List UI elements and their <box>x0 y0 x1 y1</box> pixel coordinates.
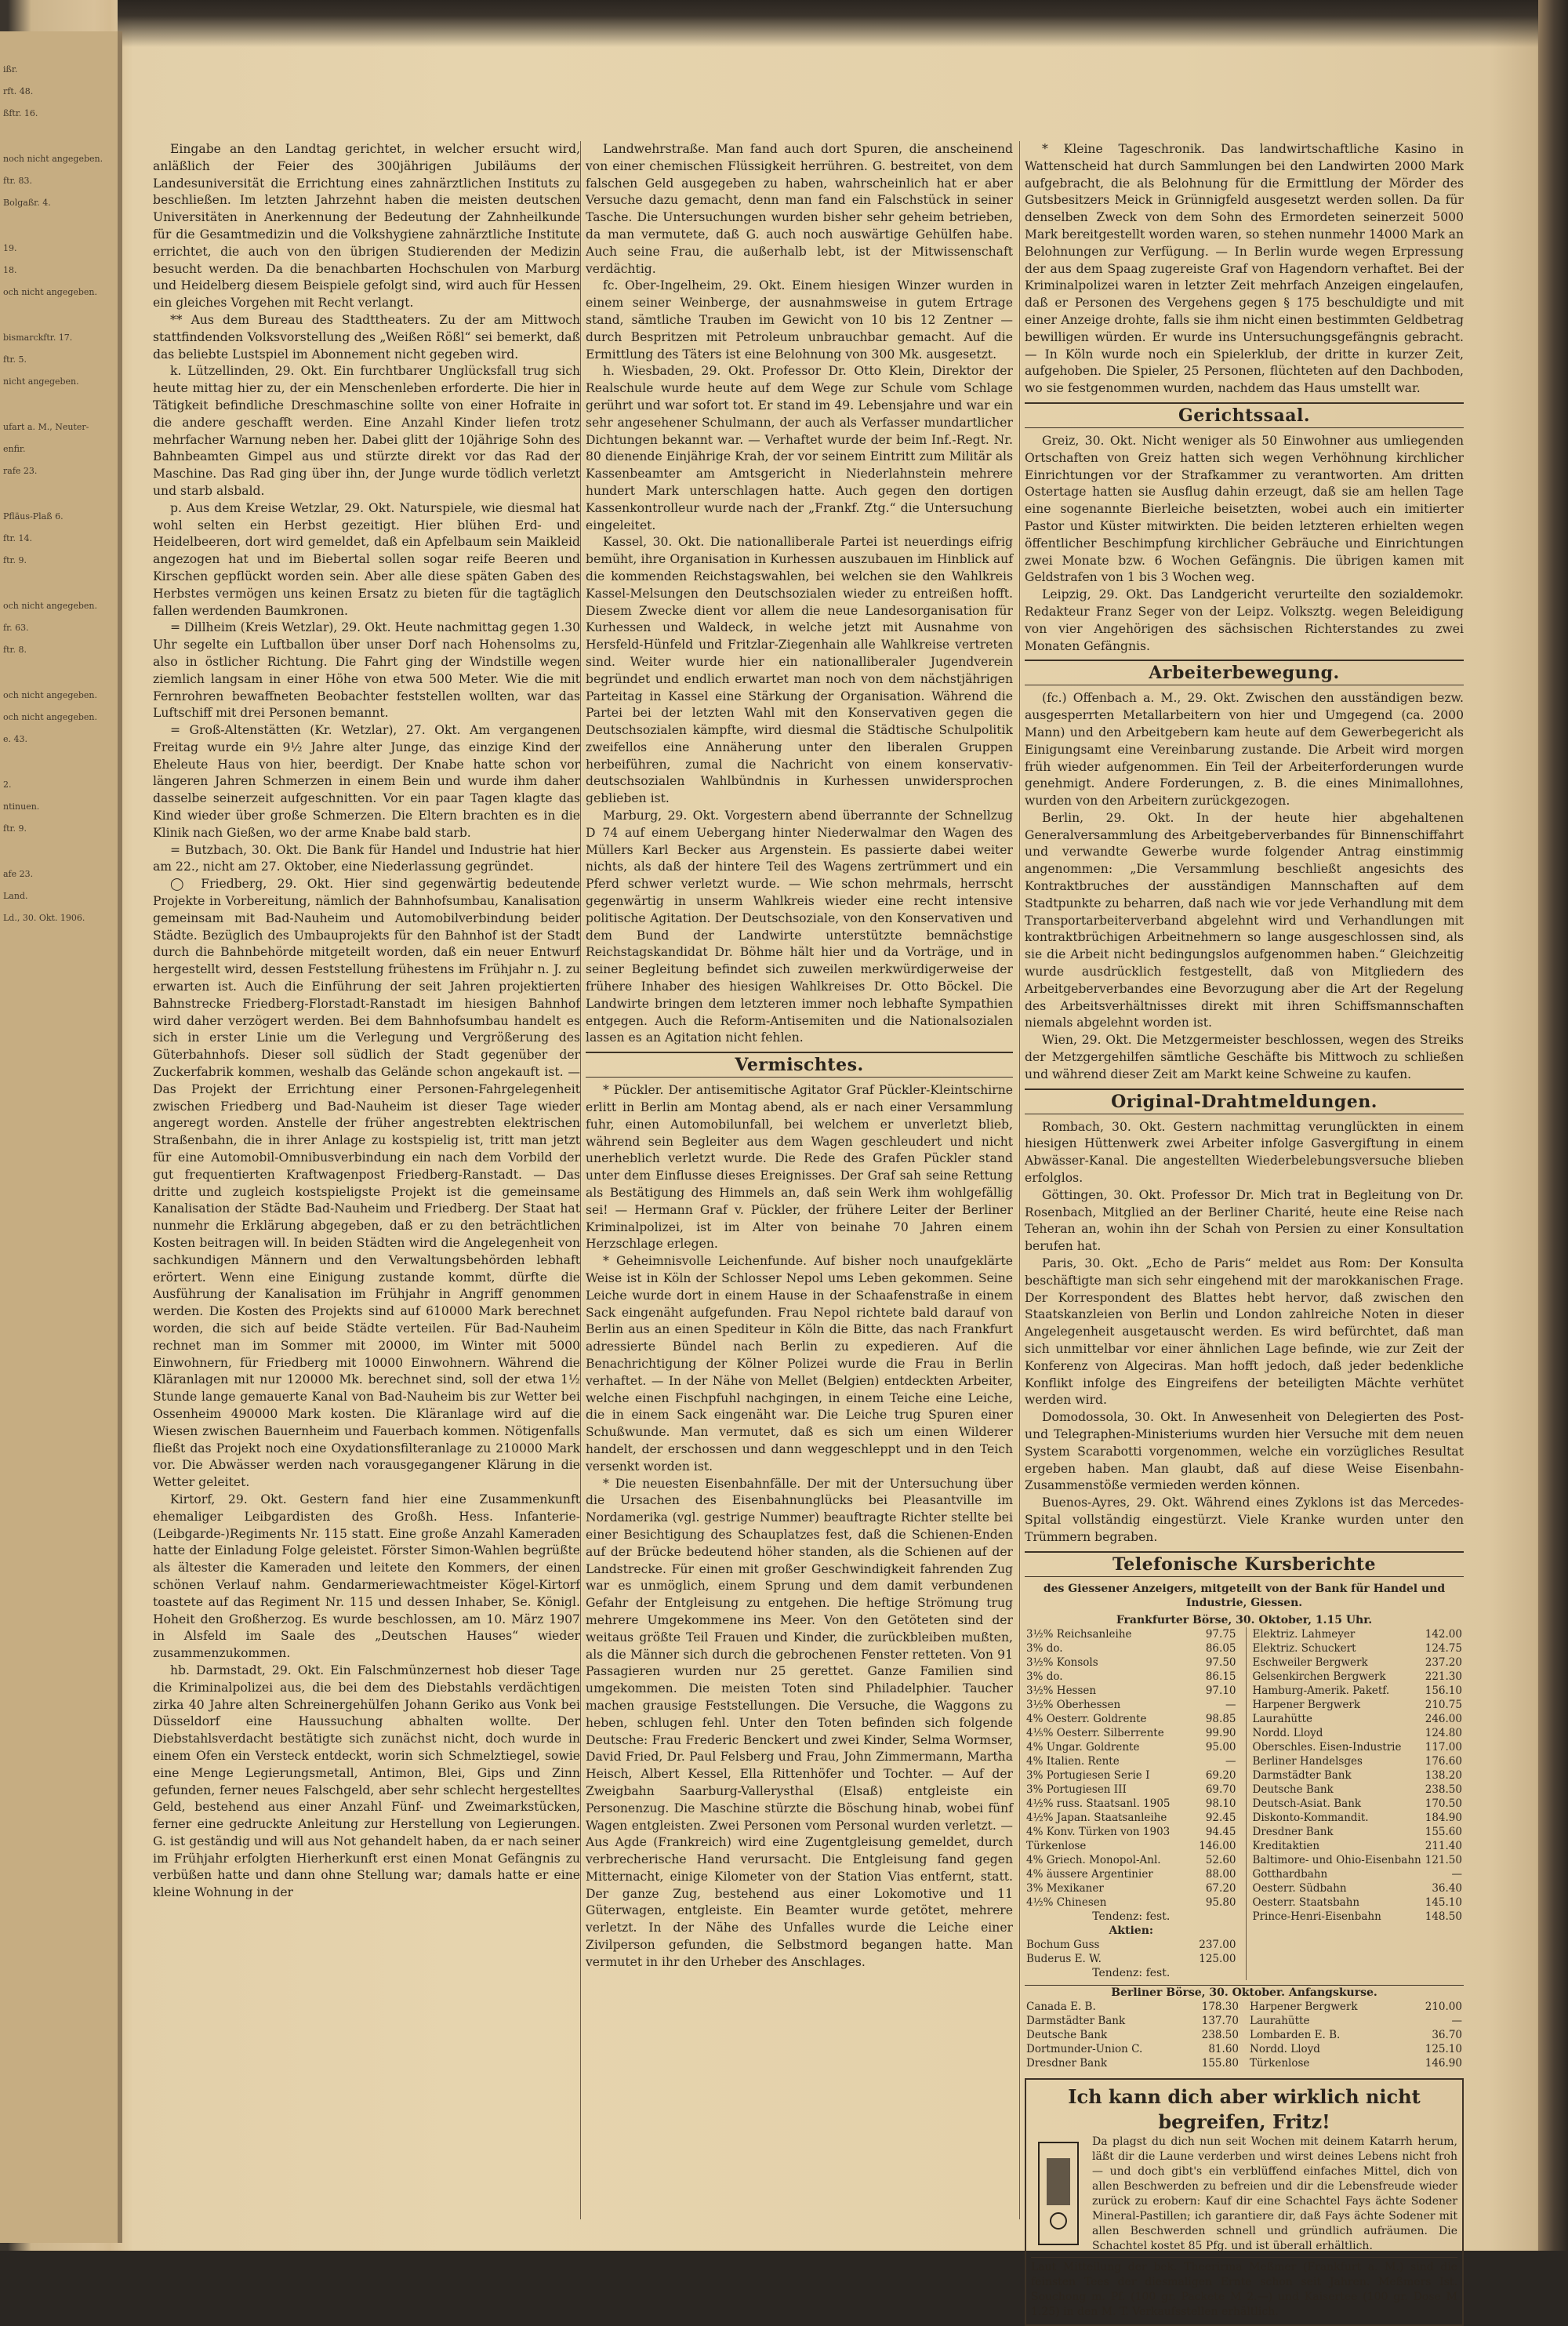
quote-value: — <box>1451 2014 1462 2027</box>
article-paragraph: Greiz, 30. Okt. Nicht weniger als 50 Einwohner aus umliegenden Ortschaften von Greiz hatten sich wegen Verhöhnung kirchlicher Einrichtungen vor der Strafkammer zu verantworten. Am dritten Ostertage hatten sie Ausflug dahin erzeugt, daß sie am hellen Tage eine sogenannte Bierleiche beisetzten, wobei auch ein imitierter Pastor und Küster mitwirkten. Die beiden letzteren erhielten wegen öffentlicher Beschimpfung kirchlicher Gebräuche und Einrichtungen zwei Monate bzw. 6 Wochen Gefängnis. Die übrigen kamen mit Geldstrafen von 1 bis 3 Wochen weg. <box>1025 433 1464 585</box>
quote-value: 99.90 <box>1205 1726 1236 1739</box>
left-page-text-fragment: ftr. 9. <box>3 823 27 834</box>
quote-value: 138.20 <box>1425 1768 1462 1782</box>
quote-name: Deutsche Bank <box>1252 1783 1334 1796</box>
quote-row <box>1025 1670 1238 1684</box>
left-page-text-fragment: ftr. 83. <box>3 176 33 186</box>
quote-name: 4% Griech. Monopol-Anl. <box>1026 1853 1161 1866</box>
quote-row <box>1251 1627 1465 1641</box>
quote-value: 146.00 <box>1199 1839 1236 1852</box>
quote-row <box>1025 1627 1238 1641</box>
quote-value: 97.10 <box>1205 1684 1236 1697</box>
quote-row <box>1251 1768 1465 1783</box>
quote-name: Laurahütte <box>1252 1712 1312 1725</box>
quote-value: 69.70 <box>1205 1783 1236 1796</box>
quote-row <box>1025 1938 1238 1952</box>
left-page-text-fragment: ftr. 14. <box>3 533 33 543</box>
article-paragraph: Wien, 29. Okt. Die Metzgermeister beschlossen, wegen des Streiks der Metzgergehilfen sämtliche Geschäfte bis Mittwoch zu schließen und während dieser Zeit am Markt keine Schweine zu kaufen. <box>1025 1033 1464 1081</box>
quote-name: Oesterr. Südbahn <box>1252 1881 1347 1895</box>
quote-value: — <box>1225 1698 1236 1711</box>
left-page-text-fragment: 18. <box>3 265 17 275</box>
column-2 <box>586 141 1013 2219</box>
quote-name: Prince-Henri-Eisenbahn <box>1252 1910 1381 1923</box>
article-paragraph: Kirtorf, 29. Okt. Gestern fand hier eine Zusammenkunft ehemaliger Leibgardisten des Großh. Hess. Infanterie-(Leibgarde-)Regiments Nr. 115 statt. Eine große Anzahl Kameraden hatte der Einladung Folge geleistet. Förster Simon-Wahlen begrüßte als ältester die Kameraden und leitete den Kommers, der einen schönen Verlauf nahm. Gendarmeriewachtmeister Kögel-Kirtorf toastete auf das Regiment Nr. 115 und dessen Inhaber, Se. Königl. Hoheit den Großherzog. Es wurde beschlossen, am 10. März 1907 in Alsfeld im Saale des „Deutschen Hauses“ wieder zusammenzukommen. <box>153 1492 580 1661</box>
frankfurt-quotes-left <box>1025 1627 1238 1910</box>
article-paragraph: h. Wiesbaden, 29. Okt. Professor Dr. Otto Klein, Direktor der Realschule wurde heute auf dem Wege zur Schule vom Schlage gerührt und war sofort tot. Er stand im 49. Lebensjahre und war ein sehr angesehener Schulmann, der auch als Verfasser mundartlicher Dichtungen bekannt war. — Verhaftet wurde der beim Inf.-Regt. Nr. 80 dienende Einjährige Krah, der vor seinem Eintritt zum Militär als Kassenbeamter am Amtsgericht in Niederlahnstein mehrere hundert Mark unterschlagen hatte. Auch gegen den dortigen Kassenkontrolleur wurde nach der „Frankf. Ztg.“ die Untersuchung eingeleitet. <box>586 364 1013 532</box>
quote-row <box>1251 1670 1465 1684</box>
quote-row <box>1251 1881 1465 1895</box>
quote-value: 155.80 <box>1201 2056 1239 2070</box>
left-page-text-fragment: och nicht angegeben. <box>3 712 98 722</box>
quote-name: Türkenlose <box>1026 1839 1087 1852</box>
quote-row <box>1251 1811 1465 1825</box>
quote-name: Deutsche Bank <box>1026 2028 1108 2041</box>
quote-row <box>1251 1839 1465 1853</box>
article-paragraph: Göttingen, 30. Okt. Professor Dr. Mich trat in Begleitung von Dr. Rosenbach, Mitglied an der Berliner Charité, heute eine Reise nach Teheran an, wohin ihn der Schah von Persien zu einer Konsultation berufen hat. <box>1025 1187 1464 1254</box>
quote-name: 4½% Chinesen <box>1026 1895 1107 1909</box>
quote-name: 3% do. <box>1026 1670 1063 1683</box>
section-heading-drahtmeldungen: Original-Drahtmeldungen. <box>1025 1088 1464 1114</box>
ad-body: Da plagst du dich nun seit Wochen mit deinem Katarrh herum, läßt dir die Laune verderben und wirst deines Lebens nicht froh — und doch gibt's ein verblüffend einfaches Mittel, dich von allen Beschwerden zu befreien und dir die Lebensfreude wieder zurück zu erobern: Kauf dir eine Schachtel Fays ächte Sodener Mineral-Pastillen; ich garantiere dir, daß Fays ächte Sodener mit allen Beschwerden schnell und gründlich aufräumen. Die Schachtel kostet 85 Pfg. und ist überall erhältlich. <box>1092 2135 1457 2252</box>
quote-value: — <box>1225 1754 1236 1768</box>
quote-row <box>1251 1853 1465 1867</box>
quote-name: 3% Mexikaner <box>1026 1881 1104 1895</box>
quote-row <box>1248 2014 1464 2028</box>
article-paragraph: = Dillheim (Kreis Wetzlar), 29. Okt. Heute nachmittag gegen 1.30 Uhr segelte ein Luftballon über unser Dorf nach Hohensolms zu, also in östlicher Richtung. Die Fahrt ging der Windstille wegen ziemlich langsam in einer Höhe von etwa 500 Meter. Wie die mit Fernrohren bewaffneten Beobachter feststellen wollten, war das Luftschiff mit drei Personen bemannt. <box>153 620 580 721</box>
frankfurt-exchange-title: Frankfurter Börse, 30. Oktober, 1.15 Uhr. <box>1116 1613 1373 1626</box>
quote-name: Deutsch-Asiat. Bank <box>1252 1797 1362 1810</box>
quote-row <box>1251 1641 1465 1655</box>
quote-name: 4% Ungar. Goldrente <box>1026 1740 1140 1754</box>
quote-name: Dresdner Bank <box>1026 2056 1108 2070</box>
quote-name: Nordd. Lloyd <box>1250 2042 1320 2055</box>
article-paragraph: = Butzbach, 30. Okt. Die Bank für Handel und Industrie hat hier am 22., nicht am 27. Oktober, eine Niederlassung gegründet. <box>153 842 580 874</box>
quote-value: 148.50 <box>1425 1910 1462 1923</box>
quote-name: Eschweiler Bergwerk <box>1252 1655 1368 1669</box>
left-page-text-fragment: rafe 23. <box>3 466 38 476</box>
top-shadow <box>118 0 1568 47</box>
quote-row <box>1025 1783 1238 1797</box>
quote-row <box>1248 2000 1464 2014</box>
left-page-text-fragment: ufart a. M., Neuter- <box>3 422 89 432</box>
quote-value: 97.75 <box>1205 1627 1236 1641</box>
quote-value: 97.50 <box>1205 1655 1236 1669</box>
quote-row <box>1251 1698 1465 1712</box>
article-paragraph: k. Lützellinden, 29. Okt. Ein furchtbarer Unglücksfall trug sich heute mittag hier zu, der ein Menschenleben erforderte. Die hier in Tätigkeit befindliche Dreschmaschine sollte von einer Hofraite in die andere geschafft werden. Eine Anzahl Kinder liefen trotz mehrfacher Warnung neben her. Dabei glitt der 10jährige Sohn des Bahnbeamten Gimpel aus und stürzte direkt vor das Rad der Maschine. Das Rad ging über ihn, der Junge wurde tödlich verletzt und starb alsbald. <box>153 364 580 498</box>
quote-row <box>1025 1698 1238 1712</box>
section-heading-arbeiterbewegung: Arbeiterbewegung. <box>1025 660 1464 685</box>
quote-value: 98.10 <box>1205 1797 1236 1810</box>
quote-row <box>1025 1825 1238 1839</box>
quote-value: 88.00 <box>1205 1867 1236 1881</box>
article-paragraph: Kassel, 30. Okt. Die nationalliberale Partei ist neuerdings eifrig bemüht, ihre Organisation in Kurhessen auszubauen im Hinblick auf die kommenden Reichstagswahlen, bei welchen sie den Wahlkreis Kassel-Melsungen den Deutschsozialen wieder zu entreißen hofft. Diesem Zwecke dient vor allem die neue Landesorganisation für Kurhessen und Waldeck, in welche jetzt mit Ausnahme von Hersfeld-Hünfeld und Fritzlar-Ziegenhain alle Wahlkreise vertreten sind. Weiter wurde hier ein nationalliberaler Jugendverein begründet und endlich erwartet man noch von dem nächstjährigen Parteitag in Kassel eine Stärkung der Organisation. Während die Partei bei der letzten Wahl mit den Konservativen gegen die Deutschsozialen kämpfte, wird diesmal die Städtische Schulpolitik zweifellos eine Annäherung unter den liberalen Gruppen herbeiführen, zumal die Nachricht von einem konservativ-deutschsozialen Wahlbündnis in Kurhessen unwidersprochen geblieben ist. <box>586 535 1013 806</box>
advertisement <box>1025 2078 1464 2326</box>
quote-name: Harpener Bergwerk <box>1250 2000 1358 2013</box>
column-rule-2 <box>1019 141 1020 2219</box>
article-paragraph: Rombach, 30. Okt. Gestern nachmittag verunglückten in einem hiesigen Hüttenwerk zwei Arbeiter infolge Gasvergiftung in einem Abwässer-Kanal. Die angestellten Wiederbelebungsversuche blieben erfolglos. <box>1025 1119 1464 1186</box>
left-page-text-fragment: 19. <box>3 243 17 253</box>
quote-value: 184.90 <box>1425 1811 1462 1824</box>
article-paragraph: Landwehrstraße. Man fand auch dort Spuren, die anscheinend von einer chemischen Flüssigkeit herrühren. G. bestreitet, von dem falschen Geld ausgegeben zu haben, wahrscheinlich hat er aber Versuche dazu gemacht, denn man fand ein Falschstück in seiner Tasche. Die Untersuchungen wurden bisher sehr geheim betrieben, da man vermutete, daß G. auch noch auswärtige Gehülfen habe. Auch seine Frau, die außerhalb lebt, ist der Mitwissenschaft verdächtig. <box>586 142 1013 276</box>
left-page-text-fragment: ftr. 8. <box>3 645 27 655</box>
quote-name: 4% äussere Argentinier <box>1026 1867 1153 1881</box>
quote-value: 238.50 <box>1425 1783 1462 1796</box>
left-page-text-fragment: e. 43. <box>3 734 27 744</box>
quote-row <box>1251 1712 1465 1726</box>
quote-value: 210.75 <box>1425 1698 1462 1711</box>
quote-name: Bochum Guss <box>1026 1938 1100 1951</box>
quote-value: 210.00 <box>1425 2000 1462 2013</box>
quote-value: 67.20 <box>1205 1881 1236 1895</box>
quote-name: Harpener Bergwerk <box>1252 1698 1361 1711</box>
quote-value: 142.00 <box>1425 1627 1462 1641</box>
article-paragraph: * Pückler. Der antisemitische Agitator Graf Pückler-Kleintschirne erlitt in Berlin am Montag abend, als er nach einer Versammlung fuhr, einen Automobilunfall, bei welchem er unverletzt blieb, während sein Begleiter aus dem Wagen geschleudert und nicht unerheblich verletzt wurde. Die Rede des Grafen Pückler stand unter dem Einflusse dieses Ereignisses. Der Graf sah seine Rettung als Bestätigung des Himmels an, daß sein Werk ihm wohlgefällig sei! — Hermann Graf v. Pückler, der frühere Leiter der Berliner Kriminalpolizei, ist im Alter von beinahe 70 Jahren einem Herzschlage erlegen. <box>586 1083 1013 1252</box>
article-paragraph: * Geheimnisvolle Leichenfunde. Auf bisher noch unaufgeklärte Weise ist in Köln der Schlosser Nepol ums Leben gekommen. Seine Leiche wurde dort in einem Hause in der Schaafenstraße in einem Sack eingenäht aufgefunden. Frau Nepol richtete bald darauf von Berlin aus an einen Spediteur in Köln die Bitte, das nach Frankfurt adressierte Bündel nach Berlin zu expedieren. Auf die Benachrichtigung der Kölner Polizei wurde die Frau in Berlin verhaftet. — In der Nähe von Mellet (Belgien) entdeckten Arbeiter, welche einen Fischpfuhl nachgingen, in einem Teiche eine Leiche, die in einem Sack eingenäht war. Die Leiche trug Spuren einer Schußwunde. Man vermutet, daß es sich um einen Wilderer handelt, der erschossen und dann weggeschleppt und in den Teich versenkt worden ist. <box>586 1254 1013 1474</box>
quote-value: 121.50 <box>1425 1853 1462 1866</box>
left-page-text-fragment: och nicht angegeben. <box>3 601 98 611</box>
quote-value: 36.70 <box>1432 2028 1462 2041</box>
quote-value: 95.80 <box>1205 1895 1236 1909</box>
quote-name: Dresdner Bank <box>1252 1825 1334 1838</box>
quote-row <box>1025 1881 1238 1895</box>
section-heading-gerichtssaal: Gerichtssaal. <box>1025 402 1464 428</box>
quote-name: Elektriz. Lahmeyer <box>1252 1627 1356 1641</box>
quote-name: 3½% Hessen <box>1026 1684 1097 1697</box>
quote-value: 246.00 <box>1425 1712 1462 1725</box>
quote-value: 176.60 <box>1425 1754 1462 1768</box>
left-page-text-fragment: ntinuen. <box>3 801 40 812</box>
left-page-text-fragment: 2. <box>3 780 12 790</box>
quote-row <box>1025 1895 1238 1910</box>
quote-name: Baltimore- und Ohio-Eisenbahn <box>1252 1853 1421 1866</box>
quote-name: 4% Italien. Rente <box>1026 1754 1120 1768</box>
quote-row <box>1248 2042 1464 2056</box>
quote-name: 3½% Konsols <box>1026 1655 1098 1669</box>
quote-name: 3% Portugiesen Serie I <box>1026 1768 1150 1782</box>
quote-value: 124.75 <box>1425 1641 1462 1655</box>
quote-row <box>1251 1825 1465 1839</box>
quote-value: 98.85 <box>1205 1712 1236 1725</box>
left-page-text-fragment: fr. 63. <box>3 623 29 633</box>
article-paragraph: ** Aus dem Bureau des Stadttheaters. Zu der am Mittwoch stattfindenden Volksvorstellung des „Weißen Rößl“ sei bemerkt, daß das beliebte Lustspiel im Abonnement nicht gegeben wird. <box>153 312 580 362</box>
stock-quotes-heading: Telefonische Kursberichte <box>1025 1551 1464 1577</box>
quote-name: Dortmunder-Union C. <box>1026 2042 1143 2055</box>
quote-row <box>1025 1952 1238 1966</box>
left-page-text-fragment: ißr. <box>3 64 18 75</box>
quote-row <box>1251 1895 1465 1910</box>
quote-name: 3½% Reichsanleihe <box>1026 1627 1132 1641</box>
quote-value: 92.45 <box>1205 1811 1236 1824</box>
quote-name: Hamburg-Amerik. Paketf. <box>1252 1684 1390 1697</box>
quote-name: Laurahütte <box>1250 2014 1310 2027</box>
quote-row <box>1025 1853 1238 1867</box>
quote-name: 3% Portugiesen III <box>1026 1783 1127 1796</box>
quote-value: 137.70 <box>1201 2014 1239 2027</box>
quote-row <box>1025 1797 1238 1811</box>
quote-row <box>1025 1712 1238 1726</box>
berlin-quotes-right <box>1248 2000 1464 2070</box>
left-page-text-fragment: och nicht angegeben. <box>3 690 98 700</box>
quote-name: Diskonto-Kommandit. <box>1252 1811 1369 1824</box>
column-rule-1 <box>580 141 581 2219</box>
left-page-fragment <box>0 31 122 2243</box>
quote-name: Darmstädter Bank <box>1026 2014 1126 2027</box>
left-page-text-fragment: ftr. 9. <box>3 555 27 565</box>
left-page-text-fragment: afe 23. <box>3 869 34 879</box>
quote-name: 4½% Japan. Staatsanleihe <box>1026 1811 1167 1824</box>
left-page-text-fragment: enfir. <box>3 444 26 454</box>
quote-value: 86.05 <box>1205 1641 1236 1655</box>
left-page-text-fragment: noch nicht angegeben. <box>3 154 103 164</box>
article-paragraph: ◯ Friedberg, 29. Okt. Hier sind gegenwärtig bedeutende Projekte in Vorbereitung, nämlich der Bahnhofsumbau, Kanalisation gemeinsam mit Bad-Nauheim und Automobilverbindung beider Städte. Bezüglich des Umbauprojekts für den Bahnhof ist der Stadt durch die Bahnbehörde mitgeteilt worden, daß ein neuer Entwurf hergestellt wird, dessen Feststellung frühestens im Frühjahr n. J. zu erwarten ist. Auch die Einführung der seit Jahren projektierten Bahnstrecke Friedberg-Florstadt-Ranstadt im hiesigen Bahnhof wird daher verzögert werden. Bei dem Bahnhofsumbau handelt es sich in erster Linie um die Verlegung und Vergrößerung des Güterbahnhofs. Dieser soll südlich der Stadt gegenüber der Zuckerfabrik kommen, weshalb das Gelände schon angekauft ist. — Das Projekt der Errichtung einer Personen-Fahrgelegenheit zwischen Friedberg und Bad-Nauheim ist dieser Tage wieder angeregt worden. Anstelle der früher angestrebten elektrischen Straßenbahn, die in ihrer Anlage zu kostspielig ist, tritt man jetzt für eine Automobil-Omnibusverbindung ein nach dem Vorbild der gut frequentierten Kraftwagenpost Friedberg-Ranstadt. — Das dritte und zugleich kostspieligste Projekt ist die gemeinsame Kanalisation der Städte Bad-Nauheim und Friedberg. Der Staat hat nunmehr die Erklärung abgegeben, daß er zu den beträchtlichen Kosten beitragen will. In beiden Städten wird die Angelegenheit von sachkundigen Männern und den Verwaltungsbehörden lebhaft erörtert. Wenn eine Einigung zustande kommt, dürfte die Ausführung der Kanalisation im Frühjahr in Angriff genommen werden. Die Kosten des Projekts sind auf 610000 Mark berechnet worden, die sich auf beide Städte verteilen. Für Bad-Nauheim rechnet man im Sommer mit 20000, im Winter mit 5000 Einwohnern, für Friedberg mit 10000 Einwohnern. Während die Kläranlagen mit nur 120000 Mk. berechnet sind, soll der etwa 1½ Stunde lange gemauerte Kanal von Bad-Nauheim bis zur Wetter bei Ossenheim 490000 Mark kosten. Die Kläranlage wird auf die Wiesen zwischen Bauernheim und Fauerbach kommen. Nötigenfalls fließt das Projekt noch eine Oxydationsfilteranlage zu 210000 Mark vor. Die Abwässer werden nach vorausgegangener Klärung in die Wetter geleitet. <box>153 877 580 1490</box>
quote-row <box>1248 2028 1464 2042</box>
newspaper-page <box>137 86 1525 2318</box>
quote-name: Kreditaktien <box>1252 1839 1320 1852</box>
quote-row <box>1025 1754 1238 1768</box>
quote-name: Gelsenkirchen Bergwerk <box>1252 1670 1386 1683</box>
article-paragraph: = Groß-Altenstätten (Kr. Wetzlar), 27. Okt. Am vergangenen Freitag wurde ein 9½ Jahre alter Junge, das einzige Kind der Eheleute Haus von hier, beerdigt. Der Knabe hatte schon vor längeren Jahren Schmerzen in einem Bein und wurde ihm daher dasselbe seinerzeit aufgeschnitten. Vor ein paar Tagen klagte das Kind wieder über große Schmerzen. Die Eltern brachten es in die Klinik nach Gießen, wo der arme Knabe bald starb. <box>153 723 580 840</box>
article-paragraph: fc. Ober-Ingelheim, 29. Okt. Einem hiesigen Winzer wurden in einem seiner Weinberge, der ausnahmsweise in gutem Ertrage stand, sämtliche Trauben im Gewicht von 10 bis 12 Zentner — durch Bespritzen mit Petroleum unbrauchbar gemacht. Auf die Ermittlung des Täters ist eine Belohnung von 300 Mk. ausgesetzt. <box>586 278 1013 362</box>
left-page-text-fragment: Land. <box>3 891 28 901</box>
quote-name: Canada E. B. <box>1026 2000 1096 2013</box>
quote-row <box>1025 1867 1238 1881</box>
quote-row <box>1025 2056 1240 2070</box>
quote-name: Elektriz. Schuckert <box>1252 1641 1356 1655</box>
quote-name: Lombarden E. B. <box>1250 2028 1341 2041</box>
quote-row <box>1025 1684 1238 1698</box>
tendenz-label-2: Tendenz: fest. <box>1092 1966 1171 1979</box>
quote-name: Buderus E. W. <box>1026 1952 1102 1965</box>
quote-row <box>1025 1655 1238 1670</box>
quote-name: Türkenlose <box>1250 2056 1310 2070</box>
article-paragraph: Marburg, 29. Okt. Vorgestern abend überrannte der Schnellzug D 74 auf einem Uebergang hinter Niederwalmar den Wagen des Müllers Karl Becker aus Argenstein. Es passierte dabei weiter nichts, als daß der hintere Teil des Wagens zertrümmert und ein Pferd schwer verletzt wurde. — Wie schon mehrmals, herrscht gegenwärtig in unserm Wahlkreis wieder eine recht intensive politische Agitation. Der Deutschsoziale, von den Konservativen und dem Bund der Landwirte unterstützte bemnächstige Reichstagskandidat Dr. Böhme hält hier und da Vorträge, und in seiner Begleitung befindet sich zuweilen merkwürdigerweise der frühere Inhaber des hiesigen Wahlkreises Dr. Otto Böckel. Die Landwirte bringen dem letzteren immer noch lebhafte Sympathien entgegen. Auch die Reform-Antisemiten und die Nationalsozialen lassen es an Agitation nicht fehlen. <box>586 809 1013 1045</box>
quote-name: 3½% Oberhessen <box>1026 1698 1121 1711</box>
ad-pastille-box-icon <box>1031 2135 1086 2252</box>
quote-value: 36.40 <box>1432 1881 1462 1895</box>
quote-row <box>1025 1768 1238 1783</box>
column-3 <box>1025 141 1464 2318</box>
quote-name: Oesterr. Staatsbahn <box>1252 1895 1360 1909</box>
quote-name: Nordd. Lloyd <box>1252 1726 1323 1739</box>
quote-row <box>1025 2028 1240 2042</box>
quote-value: 69.20 <box>1205 1768 1236 1782</box>
quote-value: 124.80 <box>1425 1726 1462 1739</box>
article-paragraph: Buenos-Ayres, 29. Okt. Während eines Zyklons ist das Mercedes-Spital vollständig eingestürzt. Viele Kranke wurden unter den Trümmern begraben. <box>1025 1496 1464 1544</box>
quote-name: 4% Oesterr. Goldrente <box>1026 1712 1147 1725</box>
quote-row <box>1251 1740 1465 1754</box>
quote-name: 4% Konv. Türken von 1903 <box>1026 1825 1171 1838</box>
left-page-text-fragment: ßftr. 16. <box>3 108 38 118</box>
quote-value: 238.50 <box>1201 2028 1239 2041</box>
quote-name: 4½% russ. Staatsanl. 1905 <box>1026 1797 1171 1810</box>
quote-value: 237.20 <box>1425 1655 1462 1669</box>
quote-name: Berliner Handelsges <box>1252 1754 1363 1768</box>
left-page-text-fragment: rft. 48. <box>3 86 34 96</box>
quote-value: 221.30 <box>1425 1670 1462 1683</box>
quote-row <box>1025 2000 1240 2014</box>
berlin-exchange-title: Berliner Börse, 30. Oktober. Anfangskurse. <box>1025 1985 1464 2000</box>
article-paragraph: hb. Darmstadt, 29. Okt. Ein Falschmünzernest hob dieser Tage die Kriminalpolizei aus, die bei dem des Diebstahls verdächtigen zirka 40 Jahre alten Schreinergehülfen Johann Geriko aus Vonk bei Düsseldorf eine Haussuchung abhalten wollte. Der Diebstahlsverdacht bestätigte sich zunächst nicht, doch wurde in einem Ofen ein Versteck entdeckt, worin sich Schmelztiegel, sowie eine Menge Legierungsmetall, Antimon, Blei, Gips und Zinn gefunden, ferner neues Falschgeld, aber sehr schlecht hergestelltes Geld, bestehend aus einer Anzahl Fünf- und Zweimarkstücken, ferner eine gedruckte Anleitung zur Herstellung von Legierungen. G. ist geständig und will aus Not gehandelt haben, da er nach seiner im Frühjahr erfolgten Hierherkunft erst einen Monat Gefängnis zu verbüßen hatte und dann ohne Stellung war; damals hatte er eine kleine Wohnung in der <box>153 1663 580 1900</box>
quote-row <box>1251 1655 1465 1670</box>
quote-value: 81.60 <box>1208 2042 1239 2055</box>
quote-row <box>1248 2056 1464 2070</box>
aktien-heading: Aktien: <box>1109 1924 1154 1937</box>
article-paragraph: Paris, 30. Okt. „Echo de Paris“ meldet aus Rom: Der Konsulta beschäftigte man sich sehr eingehend mit der marokkanischen Frage. Der Korrespondent des Blattes hebt hervor, daß zwischen den Staatskanzleien von Berlin und London zahlreiche Noten in dieser Angelegenheit ausgetauscht werden. Es wird befürchtet, daß man sich unmittelbar vor einer ähnlichen Lage befinde, wie zur Zeit der Konferenz von Algeciras. Man hofft jedoch, daß jeder bedenkliche Konflikt infolge des Eingreifens der beteiligten Mächte verhütet werden wird. <box>1025 1256 1464 1408</box>
quote-value: 125.00 <box>1199 1952 1236 1965</box>
left-page-text-fragment: bismarckftr. 17. <box>3 333 73 343</box>
quote-name: Darmstädter Bank <box>1252 1768 1352 1782</box>
berlin-quotes-left <box>1025 2000 1240 2070</box>
stock-quotes <box>1025 1551 1464 2070</box>
quote-value: — <box>1451 1867 1462 1881</box>
quote-name: Oberschles. Eisen-Industrie <box>1252 1740 1402 1754</box>
column-1 <box>153 141 580 2219</box>
quote-row <box>1251 1910 1465 1924</box>
quote-name: Gotthardbahn <box>1252 1867 1328 1881</box>
article-paragraph: Eingabe an den Landtag gerichtet, in welcher ersucht wird, anläßlich der Feier des 300jährigen Jubiläums der Landesuniversität die Errichtung eines zahnärztlichen Instituts zu beschließen. Im letzten Jahrzehnt haben die meisten deutschen Universitäten in Anerkennung der Bedeutung der Zahnheilkunde für die Gesamtmedizin und die Volkshygiene zahnärztliche Institute errichtet, die auch von den übrigen Studierenden der Medizin besucht werden. Da die benachbarten Hochschulen von Marburg und Heidelberg diesem Beispiele gefolgt sind, wird auch für Hessen ein gleiches Vorgehen mit Recht verlangt. <box>153 142 580 311</box>
left-page-text-fragment: Bolgaßr. 4. <box>3 198 51 208</box>
right-page-edge <box>1538 0 1568 2251</box>
quote-value: 95.00 <box>1205 1740 1236 1754</box>
frankfurt-quotes-right <box>1251 1627 1465 1924</box>
quote-row <box>1025 1740 1238 1754</box>
stock-quotes-subtitle: des Giessener Anzeigers, mitgeteilt von der Bank für Handel und Industrie, Giessen. <box>1043 1582 1446 1609</box>
quote-row <box>1025 1726 1238 1740</box>
quote-row <box>1251 1783 1465 1797</box>
quote-name: 3% do. <box>1026 1641 1063 1655</box>
ad-headline: Ich kann dich aber wirklich nicht begreifen, Fritz! <box>1068 2084 1421 2133</box>
quote-row <box>1025 2042 1240 2056</box>
quote-row <box>1025 1839 1238 1853</box>
quote-name: 4⅕% Oesterr. Silberrente <box>1026 1726 1164 1739</box>
article-paragraph: (fc.) Offenbach a. M., 29. Okt. Zwischen den ausständigen bezw. ausgesperrten Metallarbeitern von hier und Umgegend (ca. 2000 Mann) und den Arbeitgebern kam heute auf dem Gewerbegericht als Einigungsamt eine Vereinbarung zustande. Die Arbeit wird morgen früh wieder aufgenommen. Ein Teil der Arbeiterforderungen wurde genehmigt. Andere Forderungen, z. B. die eines Minimallohnes, wurden von den Arbeitern zurückgezogen. <box>1025 691 1464 809</box>
quote-value: 146.90 <box>1425 2056 1462 2070</box>
quote-value: 52.60 <box>1205 1853 1236 1866</box>
quote-value: 237.00 <box>1199 1938 1236 1951</box>
quote-row <box>1025 2014 1240 2028</box>
quote-value: 117.00 <box>1425 1740 1462 1754</box>
quote-value: 125.10 <box>1425 2042 1462 2055</box>
quote-value: 178.30 <box>1201 2000 1239 2013</box>
quote-row <box>1025 1811 1238 1825</box>
quote-row <box>1251 1797 1465 1811</box>
left-page-text-fragment: nicht angegeben. <box>3 376 79 387</box>
article-paragraph: Domodossola, 30. Okt. In Anwesenheit von Delegierten des Post- und Telegraphen-Ministeriums wurden hier Versuche mit dem neuen System Scarabotti vorgenommen, welche ein vorzügliches Resultat ergeben haben. Man glaubt, daß auf diese Weise Eisenbahn-Zusammenstöße vermieden werden können. <box>1025 1410 1464 1493</box>
left-page-text-fragment: ftr. 5. <box>3 354 27 365</box>
left-page-text-fragment: och nicht angegeben. <box>3 287 98 297</box>
article-paragraph: * Kleine Tageschronik. Das landwirtschaftliche Kasino in Wattenscheid hat durch Sammlungen bei den Landwirten 2000 Mark aufgebracht, die als Belohnung für die Ermittlung der Mörder des Gutsbesitzers Meick in Grünnigfeld ausgesetzt werden sollen. Da für denselben Zweck von dem Sohn des Ermordeten seinerzeit 5000 Mark bereitgestellt worden waren, so stehen nunmehr 14000 Mark an Belohnungen zur Verfügung. — In Berlin wurde wegen Erpressung der aus dem Spaag zugereiste Graf von Hagendorn verhaftet. Bei der Kriminalpolizei waren in letzter Zeit mehrfach Anzeigen eingelaufen, daß er Personen des Vergehens gegen § 175 beschuldigte und mit einer Anzeige drohte, falls sie ihm nicht einen bestimmten Geldbetrag bewilligen würden. Er wurde ins Untersuchungsgefängnis gebracht. — In Köln wurde noch ein Spielerklub, der dritte in kurzer Zeit, aufgehoben. Die Spieler, 25 Personen, flüchteten auf den Dachboden, wo sie festgenommen wurden, nachdem das Haus umstellt war. <box>1025 142 1464 396</box>
section-heading-vermischtes: Vermischtes. <box>586 1052 1013 1078</box>
quote-row <box>1251 1726 1465 1740</box>
article-paragraph: p. Aus dem Kreise Wetzlar, 29. Okt. Naturspiele, wie diesmal hat wohl selten ein Herbst gezeitigt. Hier blühen Erd- und Heidelbeeren, dort wird gemeldet, daß ein Apfelbaum sein Maikleid angezogen hat und im Biebertal sollen sogar reife Beeren und Kirschen gepflückt worden sein. Aber alle diese späten Gaben des Herbstes vermögen uns keinen Ersatz zu bieten für die tagtäglich fallen werdenden Baumkronen. <box>153 500 580 618</box>
tendenz-label: Tendenz: fest. <box>1092 1910 1171 1923</box>
article-paragraph: Berlin, 29. Okt. In der heute hier abgehaltenen Generalversammlung des Arbeitgeberverbandes für Binnenschiffahrt und verwandte Gewerbe wurde folgender Antrag einstimmig angenommen: „Die Versammlung beschließt angesichts des Kontraktbruches der ausständigen Mannschaften auf dem Stadtpunkte zu beharren, daß nach wie vor jede Verhandlung mit dem Transportarbeiterverband abgelehnt wird und Verhandlungen mit kontraktbrüchigen Arbeitnehmern so lange ausgeschlossen sind, als sie die Arbeit nicht bedingungslos aufgenommen haben.“ Gleichzeitig wurde ausdrücklich festgestellt, daß von Mitgliedern des Arbeitgeberverbandes eine Bevorzugung aber die Art der Regelung des Arbeitsverhältnisses direkt mit ihren Schiffsmannschaften niemals abgelehnt worden ist. <box>1025 810 1464 1030</box>
article-paragraph: * Die neuesten Eisenbahnfälle. Der mit der Untersuchung über die Ursachen des Eisenbahnunglücks bei Pleasantville im Nordamerika (vgl. gestrige Nummer) beauftragte Richter stellte bei einer Besichtigung des Schauplatzes fest, daß die Schienen-Enden auf der Brücke bedeutend höher standen, als die Schienen auf der Landstrecke. Für einen mit großer Geschwindigkeit fahrenden Zug war es unmöglich, einem Sprung und dem damit verbundenen Gefahr der Entgleisung zu entgehen. Die heftige Strömung trug mehrere Umgekommene ins Meer. Von den Getöteten sind der weitaus größte Teil Frauen und Kinder, die zurückbleiben mußten, als die Männer sich durch die gebrochenen Fenster retteten. Von 91 Passagieren wurden nur 25 gerettet. Ganze Familien sind umgekommen. Die meisten Toten sind Philadelphier. Taucher machen grausige Feststellungen. Die Versuche, die Waggons zu heben, schlugen fehl. Unter den Toten befinden sich folgende Deutsche: Frau Frederic Benckert und zwei Kinder, Selma Wormser, David Fried, Dr. Paul Felsberg und Frau, John Zimmermann, Martha Heisch, Albert Kessel, Ella Rittenhöfer und Tochter. — Auf der Zweigbahn Saarburg-Vallerysthal (Elsaß) entgleiste ein Personenzug. Die Maschine stürzte die Böschung hinab, wobei fünf Wagen entgleisten. Zwei Personen vom Personal wurden verletzt. — Aus Agde (Frankreich) wird eine Zugentgleisung gemeldet, durch verbrecherische Hand verursacht. Die Entgleisung fand gegen Mitternacht, einige Kilometer von der Station Vias entfernt, statt. Der ganze Zug, bestehend aus einer Lokomotive und 11 Güterwagen, entgleiste. Ein Beamter wurde getötet, mehrere verletzt. In der Nähe des Unfalles wurde die Leiche einer Zivilperson gefunden, die Selbstmord begangen hatte. Man vermutet in ihr den Urheber des Anschlages. <box>586 1476 1013 1969</box>
left-page-text-fragment: Ld., 30. Okt. 1906. <box>3 913 85 923</box>
quote-value: 94.45 <box>1205 1825 1236 1838</box>
quote-value: 155.60 <box>1425 1825 1462 1838</box>
quote-row <box>1025 1641 1238 1655</box>
quote-row <box>1251 1754 1465 1768</box>
quote-value: 156.10 <box>1425 1684 1462 1697</box>
left-page-text-fragment: Pfläus-Plaß 6. <box>3 511 64 522</box>
ad-footnote: Laut Mitteilung der bek. Theerirma Meßmer (Frankfurt a. M.) sind die feinsten Tees der diesmaligen Ernte schon seit Jahren. Meßmers Ist. Souchong m. Pf. (100 gr. Packete M 2.—) und Kaisertee (100 gr. Dose M 1.25) in den M. T. Verkaufsstellen erhältlich. <box>1031 2257 1457 2320</box>
quote-value: 211.40 <box>1425 1839 1462 1852</box>
quote-row <box>1251 1867 1465 1881</box>
aktien-quotes <box>1025 1938 1238 1966</box>
quote-value: 86.15 <box>1205 1670 1236 1683</box>
quote-value: 145.10 <box>1425 1895 1462 1909</box>
quote-row <box>1251 1684 1465 1698</box>
article-paragraph: Leipzig, 29. Okt. Das Landgericht verurteilte den sozialdemokr. Redakteur Franz Seger von der Leipz. Volksztg. wegen Beleidigung von vier Angehörigen des sächsischen Richterstandes zu zwei Monaten Gefängnis. <box>1025 587 1464 653</box>
quote-value: 170.50 <box>1425 1797 1462 1810</box>
